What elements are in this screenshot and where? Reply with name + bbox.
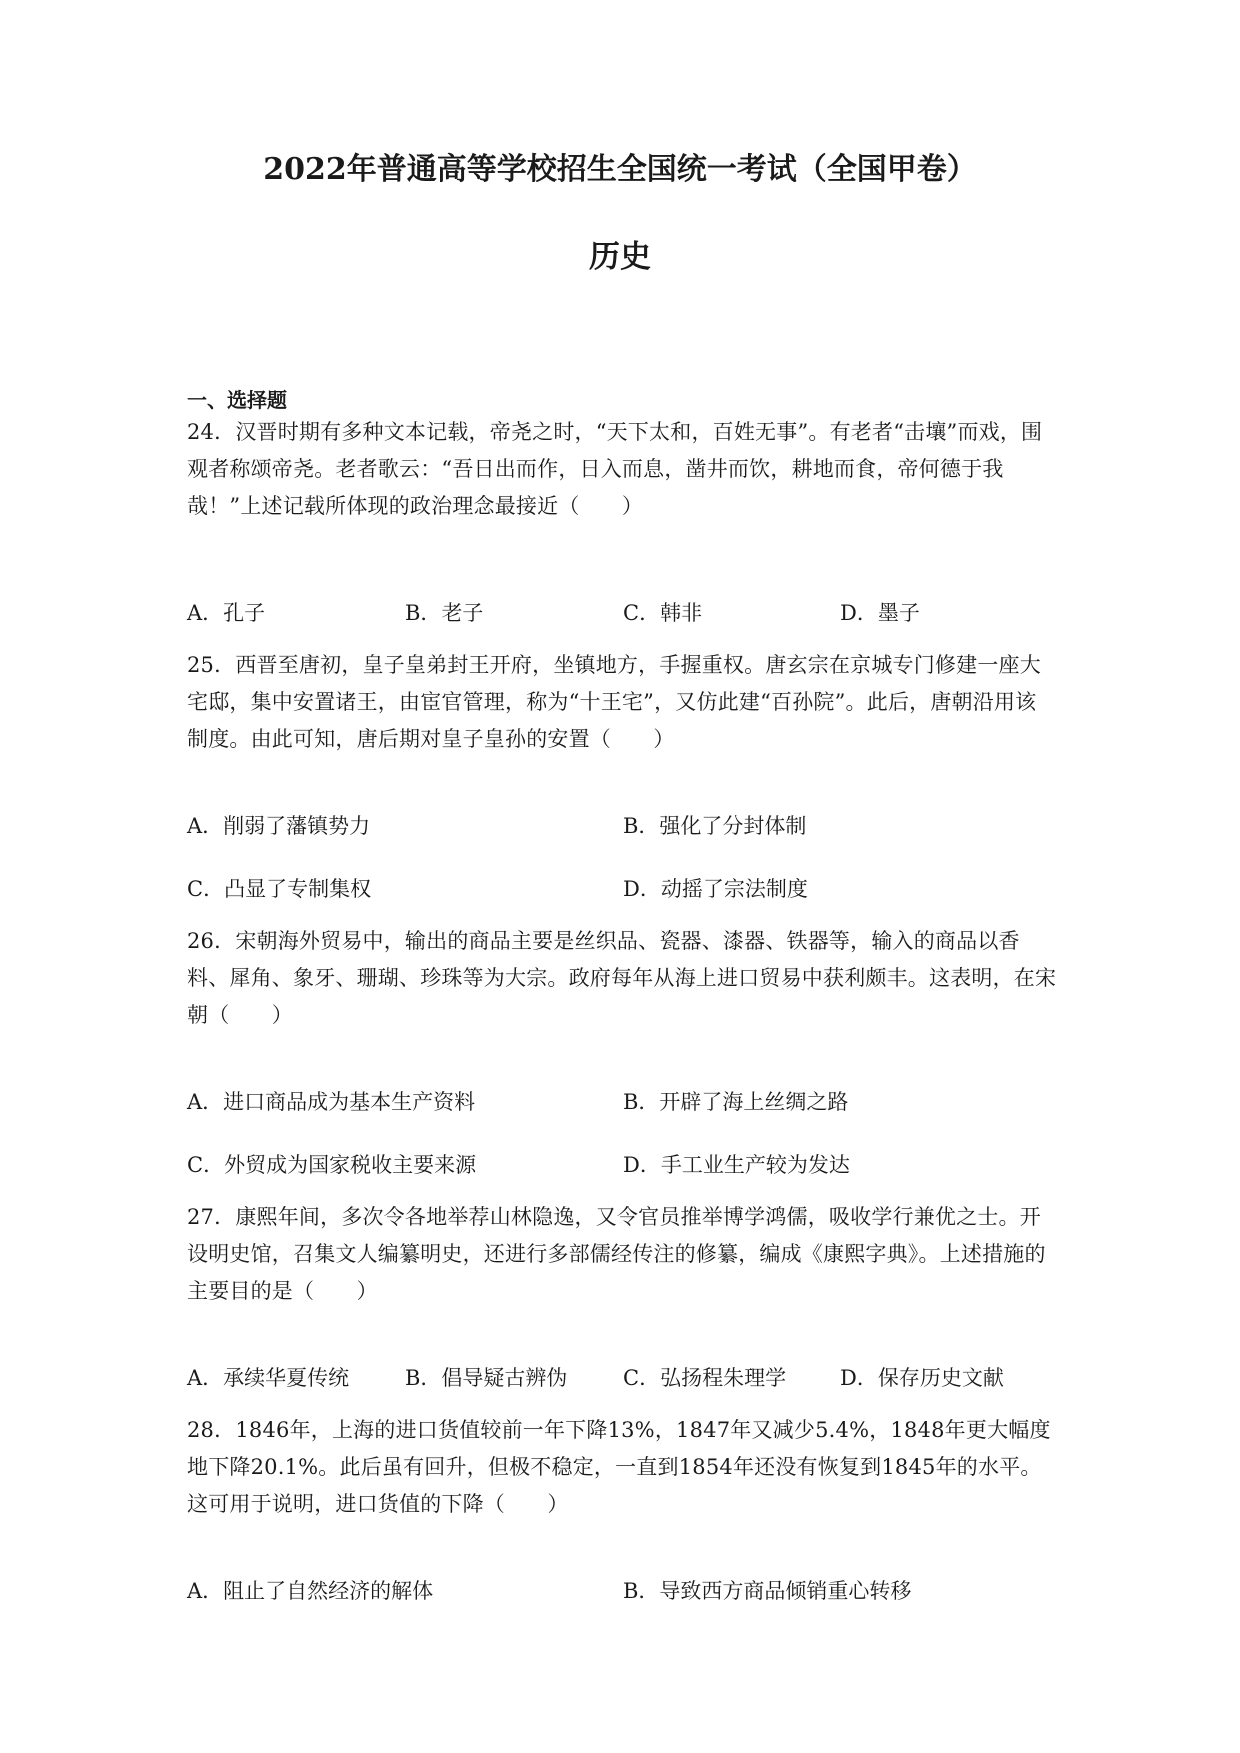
question-27-option-d: D．保存历史文献 <box>840 1366 1004 1390</box>
question-25-option-b: B．强化了分封体制 <box>623 814 807 838</box>
question-26-stem: 26．宋朝海外贸易中，输出的商品主要是丝织品、瓷器、漆器、铁器等，输入的商品以香料、犀角、象牙、珊瑚、珍珠等为大宗。政府每年从海上进口贸易中获利颇丰。这表明，在宋朝（ ） <box>187 929 1057 1027</box>
question-26-option-b: B．开辟了海上丝绸之路 <box>623 1090 849 1114</box>
question-28-stem: 28．1846年，上海的进口货值较前一年下降13%，1847年又减少5.4%，1848年更大幅度地下降20.1%。此后虽有回升，但极不稳定，一直到1854年还没有恢复到1845年的水平。这可用于说明，进口货值的下降（ ） <box>187 1418 1051 1516</box>
question-25-option-c: C．凸显了专制集权 <box>187 877 372 901</box>
question-24-option-d: D．墨子 <box>840 601 920 625</box>
question-24-option-a: A．孔子 <box>187 601 266 625</box>
question-26-option-c: C．外贸成为国家税收主要来源 <box>187 1153 477 1177</box>
question-28-option-b: B．导致西方商品倾销重心转移 <box>623 1579 912 1603</box>
question-25-stem: 25．西晋至唐初，皇子皇弟封王开府，坐镇地方，手握重权。唐玄宗在京城专门修建一座大宅邸，集中安置诸王，由宦官管理，称为“十王宅”，又仿此建“百孙院”。此后，唐朝沿用该制度。由此可知，唐后期对皇子皇孙的安置（ ） <box>187 653 1041 751</box>
question-24-option-b: B．老子 <box>405 601 484 625</box>
question-27-option-a: A．承续华夏传统 <box>187 1366 350 1390</box>
question-27-option-b: B．倡导疑古辨伪 <box>405 1366 568 1390</box>
question-25-option-d: D．动摇了宗法制度 <box>623 877 808 901</box>
subject-title: 历史 <box>589 239 651 275</box>
question-26-option-a: A．进口商品成为基本生产资料 <box>187 1090 476 1114</box>
question-24-stem: 24．汉晋时期有多种文本记载，帝尧之时，“天下太和，百姓无事”。有老者“击壤”而戏，围观者称颂帝尧。老者歌云：“吾日出而作，日入而息，凿井而饮，耕地而食，帝何德于我哉！”上述记载所体现的政治理念最接近（ ） <box>187 420 1043 518</box>
section-heading: 一、选择题 <box>187 388 287 412</box>
question-25-option-a: A．削弱了藩镇势力 <box>187 814 371 838</box>
question-24-option-c: C．韩非 <box>623 601 703 625</box>
question-26-option-d: D．手工业生产较为发达 <box>623 1153 850 1177</box>
exam-title: 2022年普通高等学校招生全国统一考试（全国甲卷） <box>263 152 977 187</box>
question-28-option-a: A．阻止了自然经济的解体 <box>187 1579 434 1603</box>
question-27-stem: 27．康熙年间，多次令各地举荐山林隐逸，又令官员推举博学鸿儒，吸收学行兼优之士。开设明史馆，召集文人编纂明史，还进行多部儒经传注的修纂，编成《康熙字典》。上述措施的主要目的是（ ） <box>187 1205 1046 1303</box>
question-27-option-c: C．弘扬程朱理学 <box>623 1366 787 1390</box>
